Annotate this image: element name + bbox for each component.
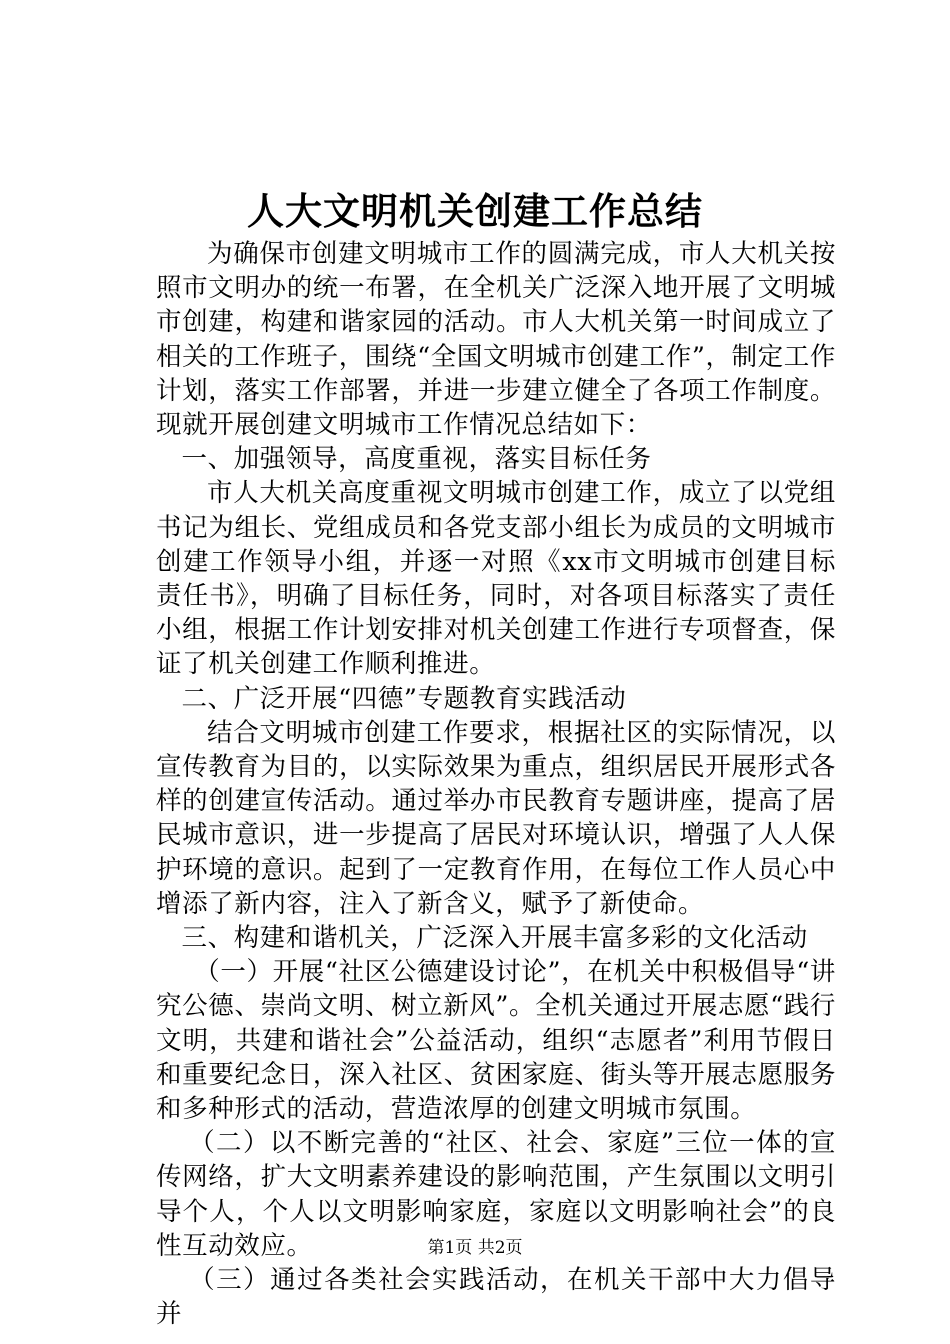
document-body bbox=[156, 237, 836, 1332]
subsection-2-paragraph: （二）以不断完善的“社区、社会、家庭”三位一体的宣传网络，扩大文明素养建设的影响范围，产生氛围以文明引导个人，个人以文明影响家庭，家庭以文明影响社会”的良性互动效应。 bbox=[156, 1128, 836, 1261]
section-1-paragraph: 市人大机关高度重视文明城市创建工作，成立了以党组书记为组长、党组成员和各党支部小组长为成员的文明城市创建工作领导小组，并逐一对照《xx市文明城市创建目标责任书》，明确了目标任务，同时，对各项目标落实了责任小组，根据工作计划安排对机关创建工作进行专项督查，保证了机关创建工作顺利推进。 bbox=[156, 478, 836, 680]
subsection-3-paragraph: （三）通过各类社会实践活动，在机关干部中大力倡导并 bbox=[156, 1265, 836, 1330]
intro-paragraph: 为确保市创建文明城市工作的圆满完成，市人大机关按照市文明办的统一布署，在全机关广泛深入地开展了文明城市创建，构建和谐家园的活动。市人大机关第一时间成立了相关的工作班子，围绕“全国文明城市创建工作”，制定工作计划，落实工作部署，并进一步建立健全了各项工作制度。现就开展创建文明城市工作情况总结如下： bbox=[156, 239, 836, 441]
section-heading-2: 二、广泛开展“四德”专题教育实践活动 bbox=[181, 683, 627, 714]
document-title: 人大文明机关创建工作总结 bbox=[247, 189, 703, 233]
section-2-paragraph: 结合文明城市创建工作要求，根据社区的实际情况，以宣传教育为目的，以实际效果为重点，组织居民开展形式各样的创建宣传活动。通过举办市民教育专题讲座，提高了居民城市意识，进一步提高了居民对环境认识，增强了人人保护环境的意识。起到了一定教育作用，在每位工作人员心中增添了新内容，注入了新含义，赋予了新使命。 bbox=[156, 717, 836, 919]
subsection-1-paragraph: （一）开展“社区公德建设讨论”，在机关中积极倡导“讲究公德、崇尚文明、树立新风”。全机关通过开展志愿“践行文明，共建和谐社会”公益活动，组织“志愿者”利用节假日和重要纪念日，深入社区、贫困家庭、街头等开展志愿服务和多种形式的活动，营造浓厚的创建文明城市氛围。 bbox=[156, 957, 836, 1125]
section-heading-3: 三、构建和谐机关，广泛深入开展丰富多彩的文化活动 bbox=[181, 923, 808, 954]
page-footer: 第1页 共2页 bbox=[427, 1238, 523, 1258]
section-heading-1: 一、加强领导，高度重视，落实目标任务 bbox=[181, 444, 652, 475]
